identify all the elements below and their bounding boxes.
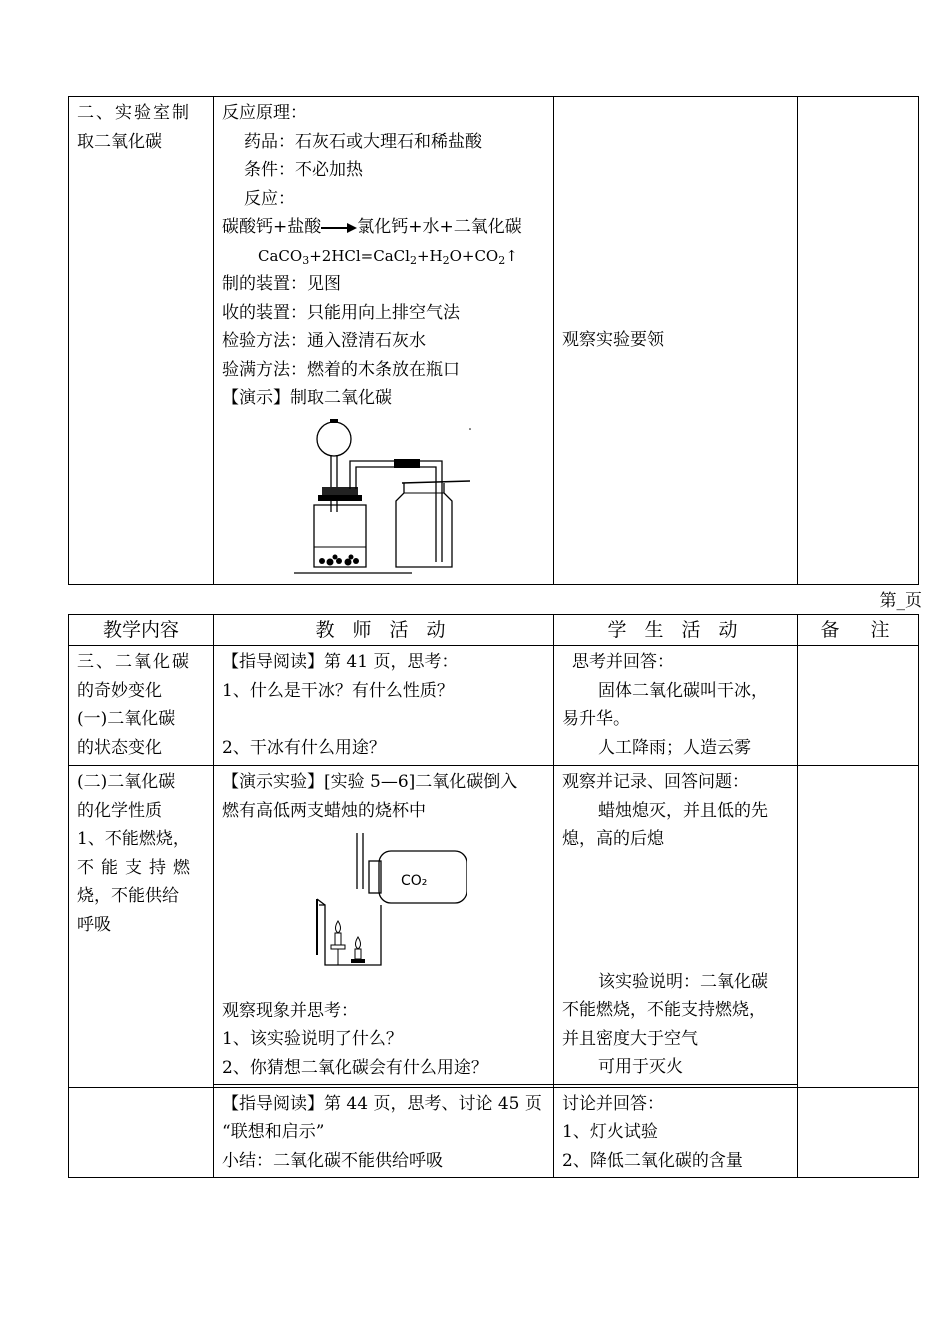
chemical-formula: $CaCO_3+2HCl=CaCl_2+H_2O+CO_2↑$ — [258, 246, 518, 267]
co2-label: CO₂ — [401, 873, 428, 889]
test-text: 检验方法：通入澄清石灰水 — [222, 331, 426, 351]
teacher-cell: 【指导阅读】第 44 页，思考、讨论 45 页 “联想和启示” 小结：二氧化碳不能供给呼吸 — [214, 1087, 554, 1178]
student-cell — [554, 97, 798, 585]
student-cell: 思考并回答： 固体二氧化碳叫干冰， 易升华。 人工降雨；人造云雾 — [554, 646, 798, 766]
note-cell — [798, 766, 919, 1088]
table-row — [69, 646, 919, 766]
word-eq-left: 碳酸钙+盐酸 — [222, 217, 322, 237]
student-text: 观察实验要领 — [562, 330, 664, 351]
candle-beaker-figure — [307, 829, 467, 969]
co2-preparation-apparatus-figure — [292, 417, 492, 579]
reaction-text: 反应： — [244, 188, 295, 209]
teacher-cell: 【演示实验】[实验 5—6]二氧化碳倒入 燃有高低两支蜡烛的烧杯中 CO₂ — [214, 766, 554, 1085]
bottom-table — [68, 614, 919, 1178]
header-student: 学 生 活 动 — [554, 615, 798, 646]
page-number: 第_页 — [879, 591, 922, 611]
teacher-cell: 【指导阅读】第 41 页，思考： 1、什么是干冰？有什么性质？ 2、干冰有什么用途？ — [214, 646, 554, 766]
word-equation — [222, 213, 547, 242]
note-cell — [798, 1087, 919, 1178]
drugs-text: 药品：石灰石或大理石和稀盐酸 — [244, 131, 482, 152]
demo-text: 【演示】制取二氧化碳 — [222, 388, 392, 408]
content-cell — [69, 1087, 214, 1178]
arrow-icon — [321, 222, 357, 234]
student-cell: 观察并记录、回答问题： 蜡烛熄灭，并且低的先 熄，高的后熄 该实验说明：二氧化碳 不能燃烧，不能支持燃烧， 并且密度大于空气 可用于灭火 — [554, 766, 798, 1085]
content-cell: (二)二氧化碳 的化学性质 1、不能燃烧， 不能支持燃 烧，不能供给 呼吸 — [69, 766, 214, 1088]
teacher-cell — [214, 97, 554, 585]
header-content: 教学内容 — [69, 615, 214, 646]
content-cell: 三、二氧化碳 的奇妙变化 (一)二氧化碳 的状态变化 — [69, 646, 214, 766]
note-cell — [798, 97, 919, 585]
content-line: 二、实验室制 — [77, 103, 191, 123]
header-teacher: 教 师 活 动 — [214, 615, 554, 646]
full-text: 验满方法：燃着的木条放在瓶口 — [222, 359, 460, 380]
collect-text: 收的装置：只能用向上排空气法 — [222, 302, 460, 323]
note-cell — [798, 646, 919, 766]
apparatus-text: 制的装置：见图 — [222, 274, 341, 294]
content-cell — [69, 97, 214, 585]
table-row — [69, 97, 919, 585]
condition-text: 条件：不必加热 — [244, 160, 363, 180]
header-note: 备 注 — [798, 615, 919, 646]
content-line: 取二氧化碳 — [77, 131, 162, 152]
header-row — [69, 615, 919, 646]
teacher-cell: 观察现象并思考： 1、该实验说明了什么？ 2、你猜想二氧化碳会有什么用途？ — [214, 1084, 554, 1087]
table-row — [69, 1087, 919, 1178]
top-table — [68, 96, 919, 585]
student-cell: 讨论并回答： 1、灯火试验 2、降低二氧化碳的含量 — [554, 1087, 798, 1178]
word-eq-right: 氯化钙+水+二氧化碳 — [357, 217, 522, 237]
principle-text: 反应原理： — [222, 103, 307, 123]
